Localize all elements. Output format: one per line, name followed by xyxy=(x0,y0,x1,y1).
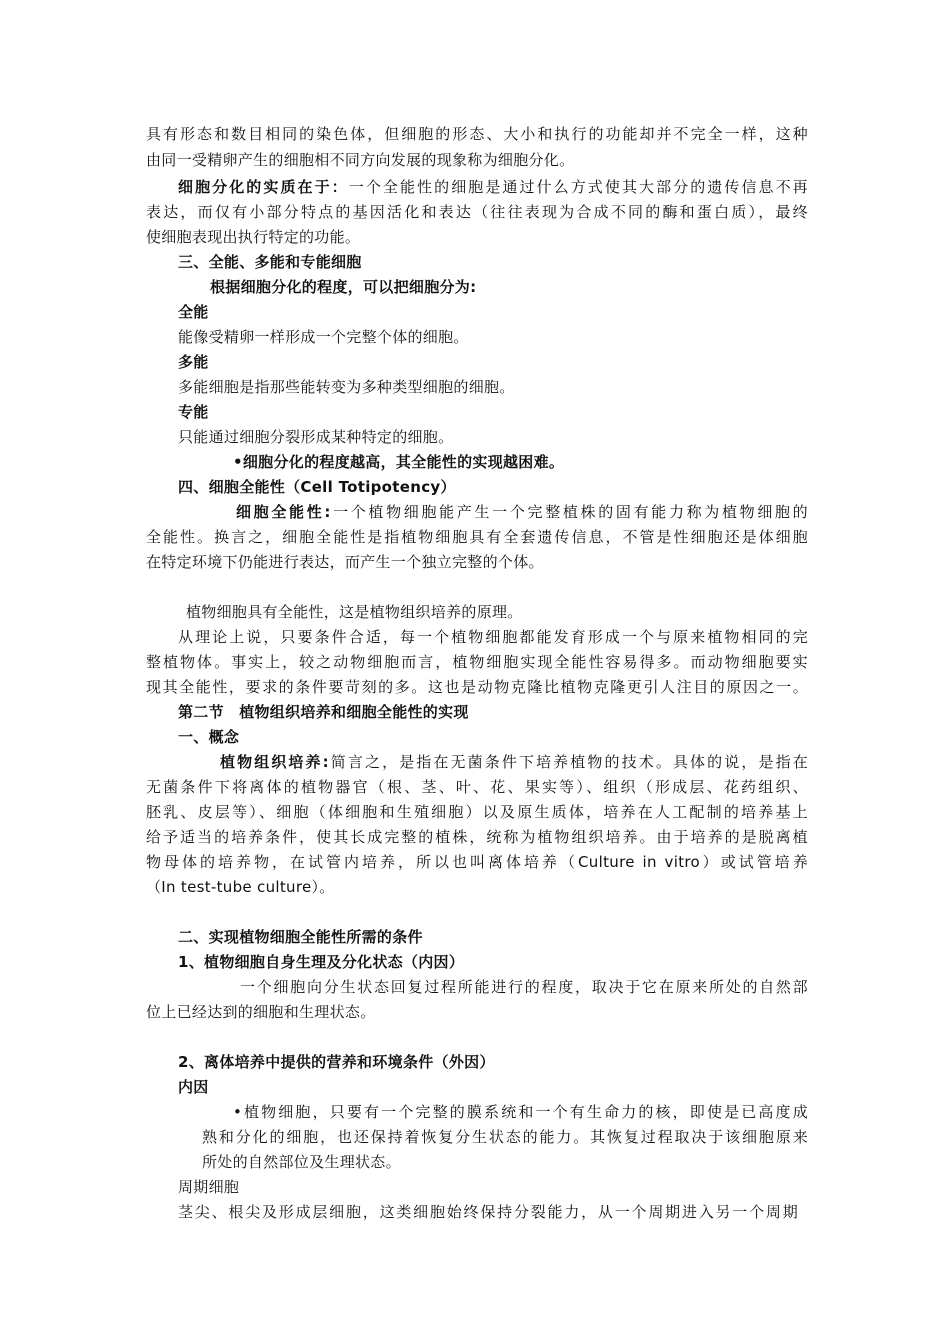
term-definition: 一个全能性的细胞是通过什么方式使其大部分的遗传信息不再 xyxy=(348,178,808,196)
paragraph-line: 全能性。换言之，细胞全能性是指植物细胞具有全套遗传信息，不管是性细胞还是体细胞 xyxy=(146,528,808,546)
bullet-continuation: 熟和分化的细胞，也还保持着恢复分生状态的能力。其恢复过程取决于该细胞原来 xyxy=(202,1128,808,1146)
paragraph-line: 位上已经达到的细胞和生理状态。 xyxy=(146,1003,376,1021)
subheading: 1、植物细胞自身生理及分化状态（内因） xyxy=(178,953,465,971)
paragraph-line: 植物细胞具有全能性，这是植物组织培养的原理。 xyxy=(186,603,523,621)
paragraph-line: 从理论上说，只要条件合适，每一个植物细胞都能发育形成一个与原来植物相同的完 xyxy=(178,628,808,646)
paragraph-line: 现其全能性，要求的条件要苛刻的多。这也是动物克隆比植物克隆更引人注目的原因之一。 xyxy=(146,678,808,696)
bullet-continuation: 所处的自然部位及生理状态。 xyxy=(202,1153,401,1171)
paragraph-line: 多能细胞是指那些能转变为多种类型细胞的细胞。 xyxy=(178,378,515,396)
subheading: 内因 xyxy=(178,1078,209,1096)
bold-term: 植物组织培养: xyxy=(220,753,329,771)
paragraph-line: 根据细胞分化的程度，可以把细胞分为: xyxy=(210,278,477,296)
paragraph-line: 给予适当的培养条件，使其长成完整的植株，统称为植物组织培养。由于培养的是脱离植 xyxy=(146,828,808,846)
paragraph-line: 表达，而仅有小部分特点的基因活化和表达（往往表现为合成不同的酶和蛋白质），最终 xyxy=(146,203,808,221)
paragraph-line: 由同一受精卵产生的细胞相不同方向发展的现象称为细胞分化。 xyxy=(146,151,575,169)
subheading: 专能 xyxy=(178,403,209,421)
paragraph-line xyxy=(220,751,808,773)
paragraph-line: 能像受精卵一样形成一个完整个体的细胞。 xyxy=(178,328,469,346)
section-heading: 二、实现植物细胞全能性所需的条件 xyxy=(178,928,423,946)
bullet-point: •植物细胞，只要有一个完整的膜系统和一个有生命力的核，即使是已高度成 xyxy=(233,1103,808,1121)
subheading: 2、离体培养中提供的营养和环境条件（外因） xyxy=(178,1053,495,1071)
paragraph-line: 胚乳、皮层等）、细胞（体细胞和生殖细胞）以及原生质体，培养在人工配制的培养基上 xyxy=(146,803,808,821)
bold-term: 细胞分化的实质在于： xyxy=(178,178,349,196)
bold-term: 细胞全能性: xyxy=(236,503,331,521)
paragraph-line xyxy=(236,501,808,523)
term-definition: 简言之，是指在无菌条件下培养植物的技术。具体的说，是指在 xyxy=(328,753,808,771)
paragraph-line: 具有形态和数目相同的染色体，但细胞的形态、大小和执行的功能却并不完全一样，这种 xyxy=(146,125,808,143)
chapter-section-title: 第二节 植物组织培养和细胞全能性的实现 xyxy=(178,703,469,721)
term-definition: 一个植物细胞能产生一个完整植株的固有能力称为植物细胞的 xyxy=(330,503,808,521)
section-heading: 一、概念 xyxy=(178,728,240,746)
paragraph-line xyxy=(178,176,808,198)
subheading: 多能 xyxy=(178,353,209,371)
paragraph-line: 在特定环境下仍能进行表达，而产生一个独立完整的个体。 xyxy=(146,553,544,571)
paragraph-line: 整植物体。事实上，较之动物细胞而言，植物细胞实现全能性容易得多。而动物细胞要实 xyxy=(146,653,808,671)
paragraph-line: 物母体的培养物，在试管内培养，所以也叫离体培养（Culture in vitro）或试管培养 xyxy=(146,853,808,871)
paragraph-line: 茎尖、根尖及形成层细胞，这类细胞始终保持分裂能力，从一个周期进入另一个周期 xyxy=(178,1203,798,1221)
paragraph-line: 一个细胞向分生状态回复过程所能进行的程度，取决于它在原来所处的自然部 xyxy=(240,978,808,996)
subheading: 全能 xyxy=(178,303,209,321)
section-heading: 四、细胞全能性（Cell Totipotency） xyxy=(178,478,456,496)
section-heading: 三、全能、多能和专能细胞 xyxy=(178,253,362,271)
paragraph-line: 无菌条件下将离体的植物器官（根、茎、叶、花、果实等）、组织（形成层、花药组织、 xyxy=(146,778,808,796)
paragraph-line: （In test-tube culture）。 xyxy=(146,878,335,896)
bullet-point: •细胞分化的程度越高，其全能性的实现越困难。 xyxy=(233,453,565,471)
paragraph-line: 使细胞表现出执行特定的功能。 xyxy=(146,228,361,246)
subheading: 周期细胞 xyxy=(178,1178,240,1196)
paragraph-line: 只能通过细胞分裂形成某种特定的细胞。 xyxy=(178,428,454,446)
